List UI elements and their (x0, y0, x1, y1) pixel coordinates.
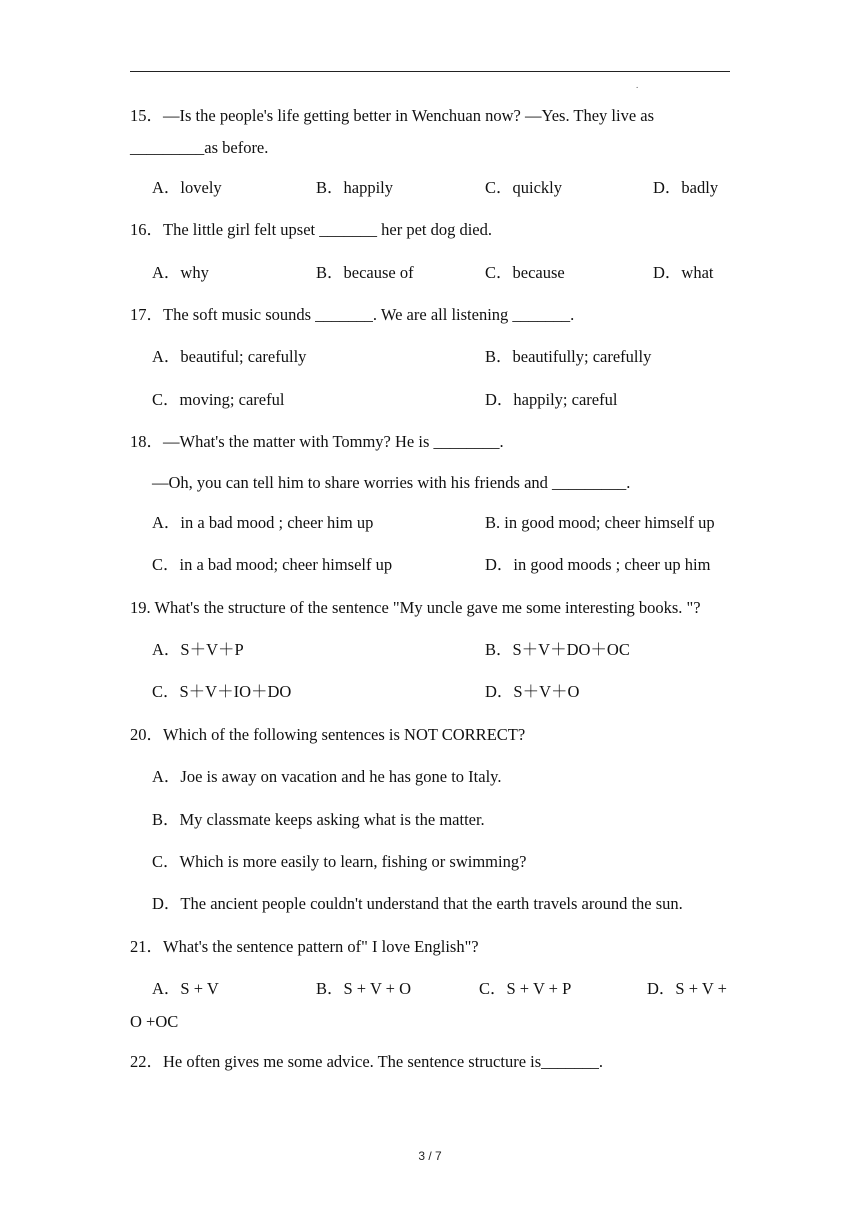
q16-option-d: D．what (653, 263, 714, 282)
question-18-stem-cont: —Oh, you can tell him to share worries with his friends and _________. (152, 473, 631, 492)
q21-option-d: D．S + V + (647, 979, 727, 998)
question-21-stem: 21．What's the sentence pattern of" I love English"? (130, 937, 479, 956)
question-18-stem: 18．—What's the matter with Tommy? He is ________. (130, 432, 504, 451)
q21-option-a: A．S + V (152, 979, 219, 998)
q15-option-a: A．lovely (152, 178, 222, 197)
q18-option-a: A．in a bad mood ; cheer him up (152, 513, 374, 532)
q18-option-d: D．in good moods ; cheer up him (485, 555, 711, 574)
question-15-stem-cont: _________as before. (130, 138, 269, 157)
q19-option-a: A．S＋V＋P (152, 640, 244, 659)
q20-option-d: D．The ancient people couldn't understand that the earth travels around the sun. (152, 894, 683, 913)
q18-option-c: C．in a bad mood; cheer himself up (152, 555, 393, 574)
q17-option-a: A．beautiful; carefully (152, 347, 307, 366)
q20-option-a: A．Joe is away on vacation and he has gone to Italy. (152, 767, 502, 786)
q15-option-d: D．badly (653, 178, 719, 197)
q15-option-c: C．quickly (485, 178, 562, 197)
q21-option-d-wrap: O +OC (130, 1012, 179, 1031)
q16-option-a: A．why (152, 263, 209, 282)
q19-option-b: B．S＋V＋DO＋OC (485, 640, 630, 659)
question-19-stem: 19. What's the structure of the sentence "My uncle gave me some interesting books. "? (130, 598, 701, 617)
q21-option-c: C．S + V + P (479, 979, 572, 998)
q17-option-b: B．beautifully; carefully (485, 347, 652, 366)
header-rule (130, 71, 730, 72)
q21-option-b: B．S + V + O (316, 979, 412, 998)
q20-option-c: C．Which is more easily to learn, fishing or swimming? (152, 852, 527, 871)
page-number: 3 / 7 (418, 1149, 442, 1163)
question-16-stem: 16．The little girl felt upset _______ her pet dog died. (130, 220, 493, 239)
question-22-stem: 22．He often gives me some advice. The sentence structure is_______. (130, 1052, 604, 1071)
question-17-stem: 17．The soft music sounds _______. We are all listening _______. (130, 305, 575, 324)
q17-option-d: D．happily; careful (485, 390, 618, 409)
q20-option-b: B．My classmate keeps asking what is the matter. (152, 810, 485, 829)
question-20-stem: 20．Which of the following sentences is NOT CORRECT? (130, 725, 526, 744)
q15-option-b: B．happily (316, 178, 393, 197)
q19-option-c: C．S＋V＋IO＋DO (152, 682, 292, 701)
q19-option-d: D．S＋V＋O (485, 682, 580, 701)
q16-option-c: C．because (485, 263, 565, 282)
q18-option-b: B. in good mood; cheer himself up (485, 513, 715, 532)
q16-option-b: B．because of (316, 263, 414, 282)
question-15-stem: 15．—Is the people's life getting better in Wenchuan now? —Yes. They live as (130, 106, 655, 125)
header-dot: . (636, 80, 639, 90)
q17-option-c: C．moving; careful (152, 390, 285, 409)
